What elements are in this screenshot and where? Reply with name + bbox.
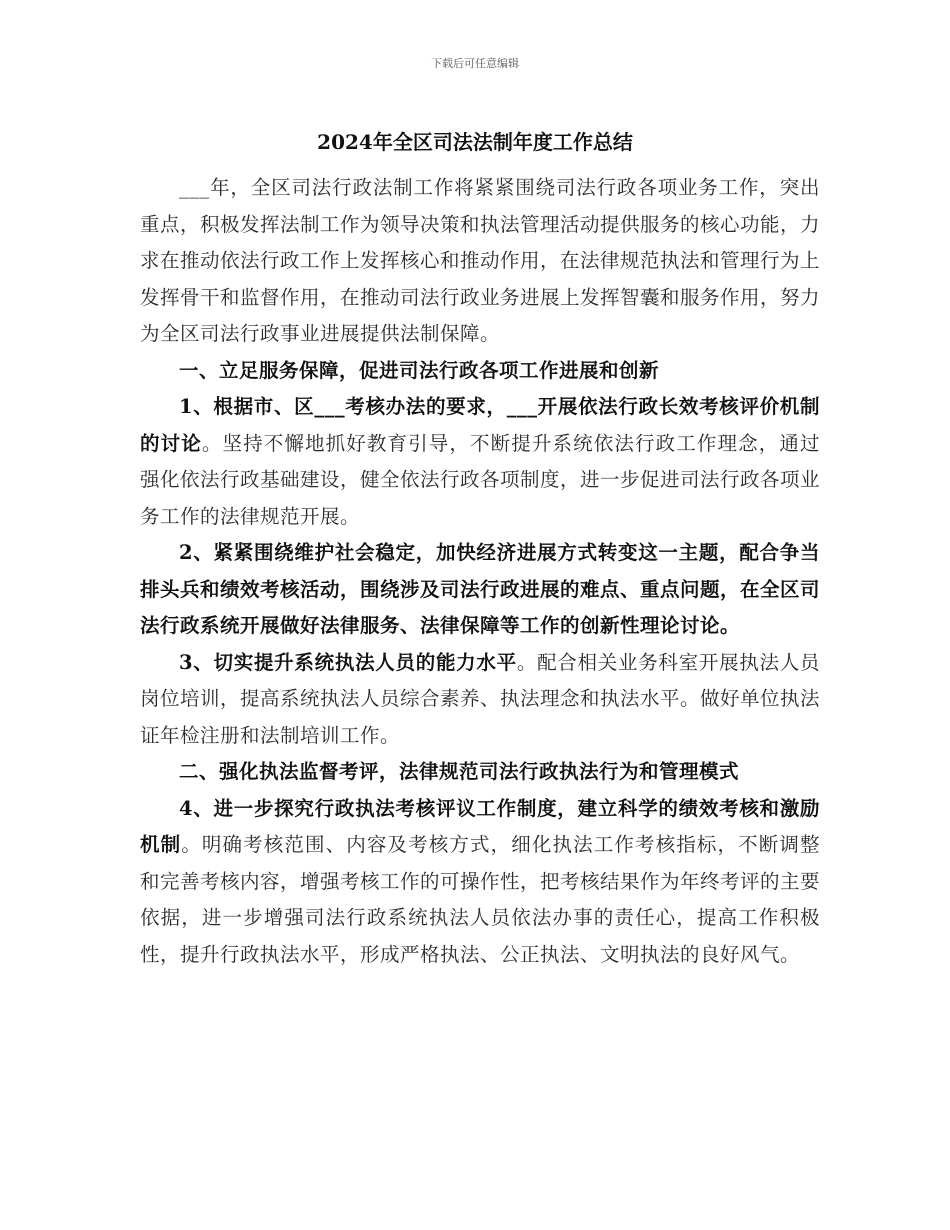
item-4-text: 。明确考核范围、内容及考核方式，细化执法工作考核指标，不断调整和完善考核内容，增强考核工作的可操作性，把考核结果作为年终考评的主要依据，进一步增强司法行政系统执法人员依法办事的责任心，提高工作积极性，提升行政执法水平，形成严格执法、公正执法、文明执法的良好风气。 bbox=[140, 833, 821, 966]
item-1-paragraph bbox=[140, 389, 820, 535]
item-3-lead: 3、切实提升系统执法人员的能力水平 bbox=[179, 650, 517, 674]
document-title: 2024年全区司法法制年度工作总结 bbox=[317, 130, 633, 154]
header-note: 下载后可任意编辑 bbox=[431, 57, 519, 70]
item-1-text: 。坚持不懈地抓好教育引导，不断提升系统依法行政工作理念，通过强化依法行政基础建设，健全依法行政各项制度，进一步促进司法行政各项业务工作的法律规范开展。 bbox=[140, 431, 821, 528]
section-1-heading: 一、立足服务保障，促进司法行政各项工作进展和创新 bbox=[179, 358, 660, 382]
item-4-paragraph bbox=[140, 791, 820, 974]
intro-paragraph: ___年，全区司法行政法制工作将紧紧围绕司法行政各项业务工作，突出重点，积极发挥法制工作为领导决策和执法管理活动提供服务的核心功能，力求在推动依法行政工作上发挥核心和推动作用，在法律规范执法和管理行为上发挥骨干和监督作用，在推动司法行政业务进展上发挥智囊和服务作用，努力为全区司法行政事业进展提供法制保障。 bbox=[140, 176, 821, 345]
item-3-text: 。配合相关业务科室开展执法人员岗位培训，提高系统执法人员综合素养、执法理念和执法水平。做好单位执法证年检注册和法制培训工作。 bbox=[140, 650, 821, 747]
document-body bbox=[140, 170, 820, 973]
item-3-paragraph bbox=[140, 645, 820, 755]
section-2-heading: 二、强化执法监督考评，法律规范司法行政执法行为和管理模式 bbox=[179, 760, 740, 783]
item-4-lead: 4、进一步探究行政执法考核评议工作制度，建立科学的绩效考核和激励机制 bbox=[140, 796, 820, 856]
item-2-text: 2、紧紧围绕维护社会稳定，加快经济进展方式转变这一主题，配合争当排头兵和绩效考核活动，围绕涉及司法行政进展的难点、重点问题，在全区司法行政系统开展做好法律服务、法律保障等工作的创新性理论讨论。 bbox=[140, 541, 821, 637]
item-2-paragraph bbox=[140, 535, 820, 645]
item-1-lead: 1、根据市、区___考核办法的要求，___开展依法行政长效考核评价机制的讨论 bbox=[140, 395, 820, 455]
